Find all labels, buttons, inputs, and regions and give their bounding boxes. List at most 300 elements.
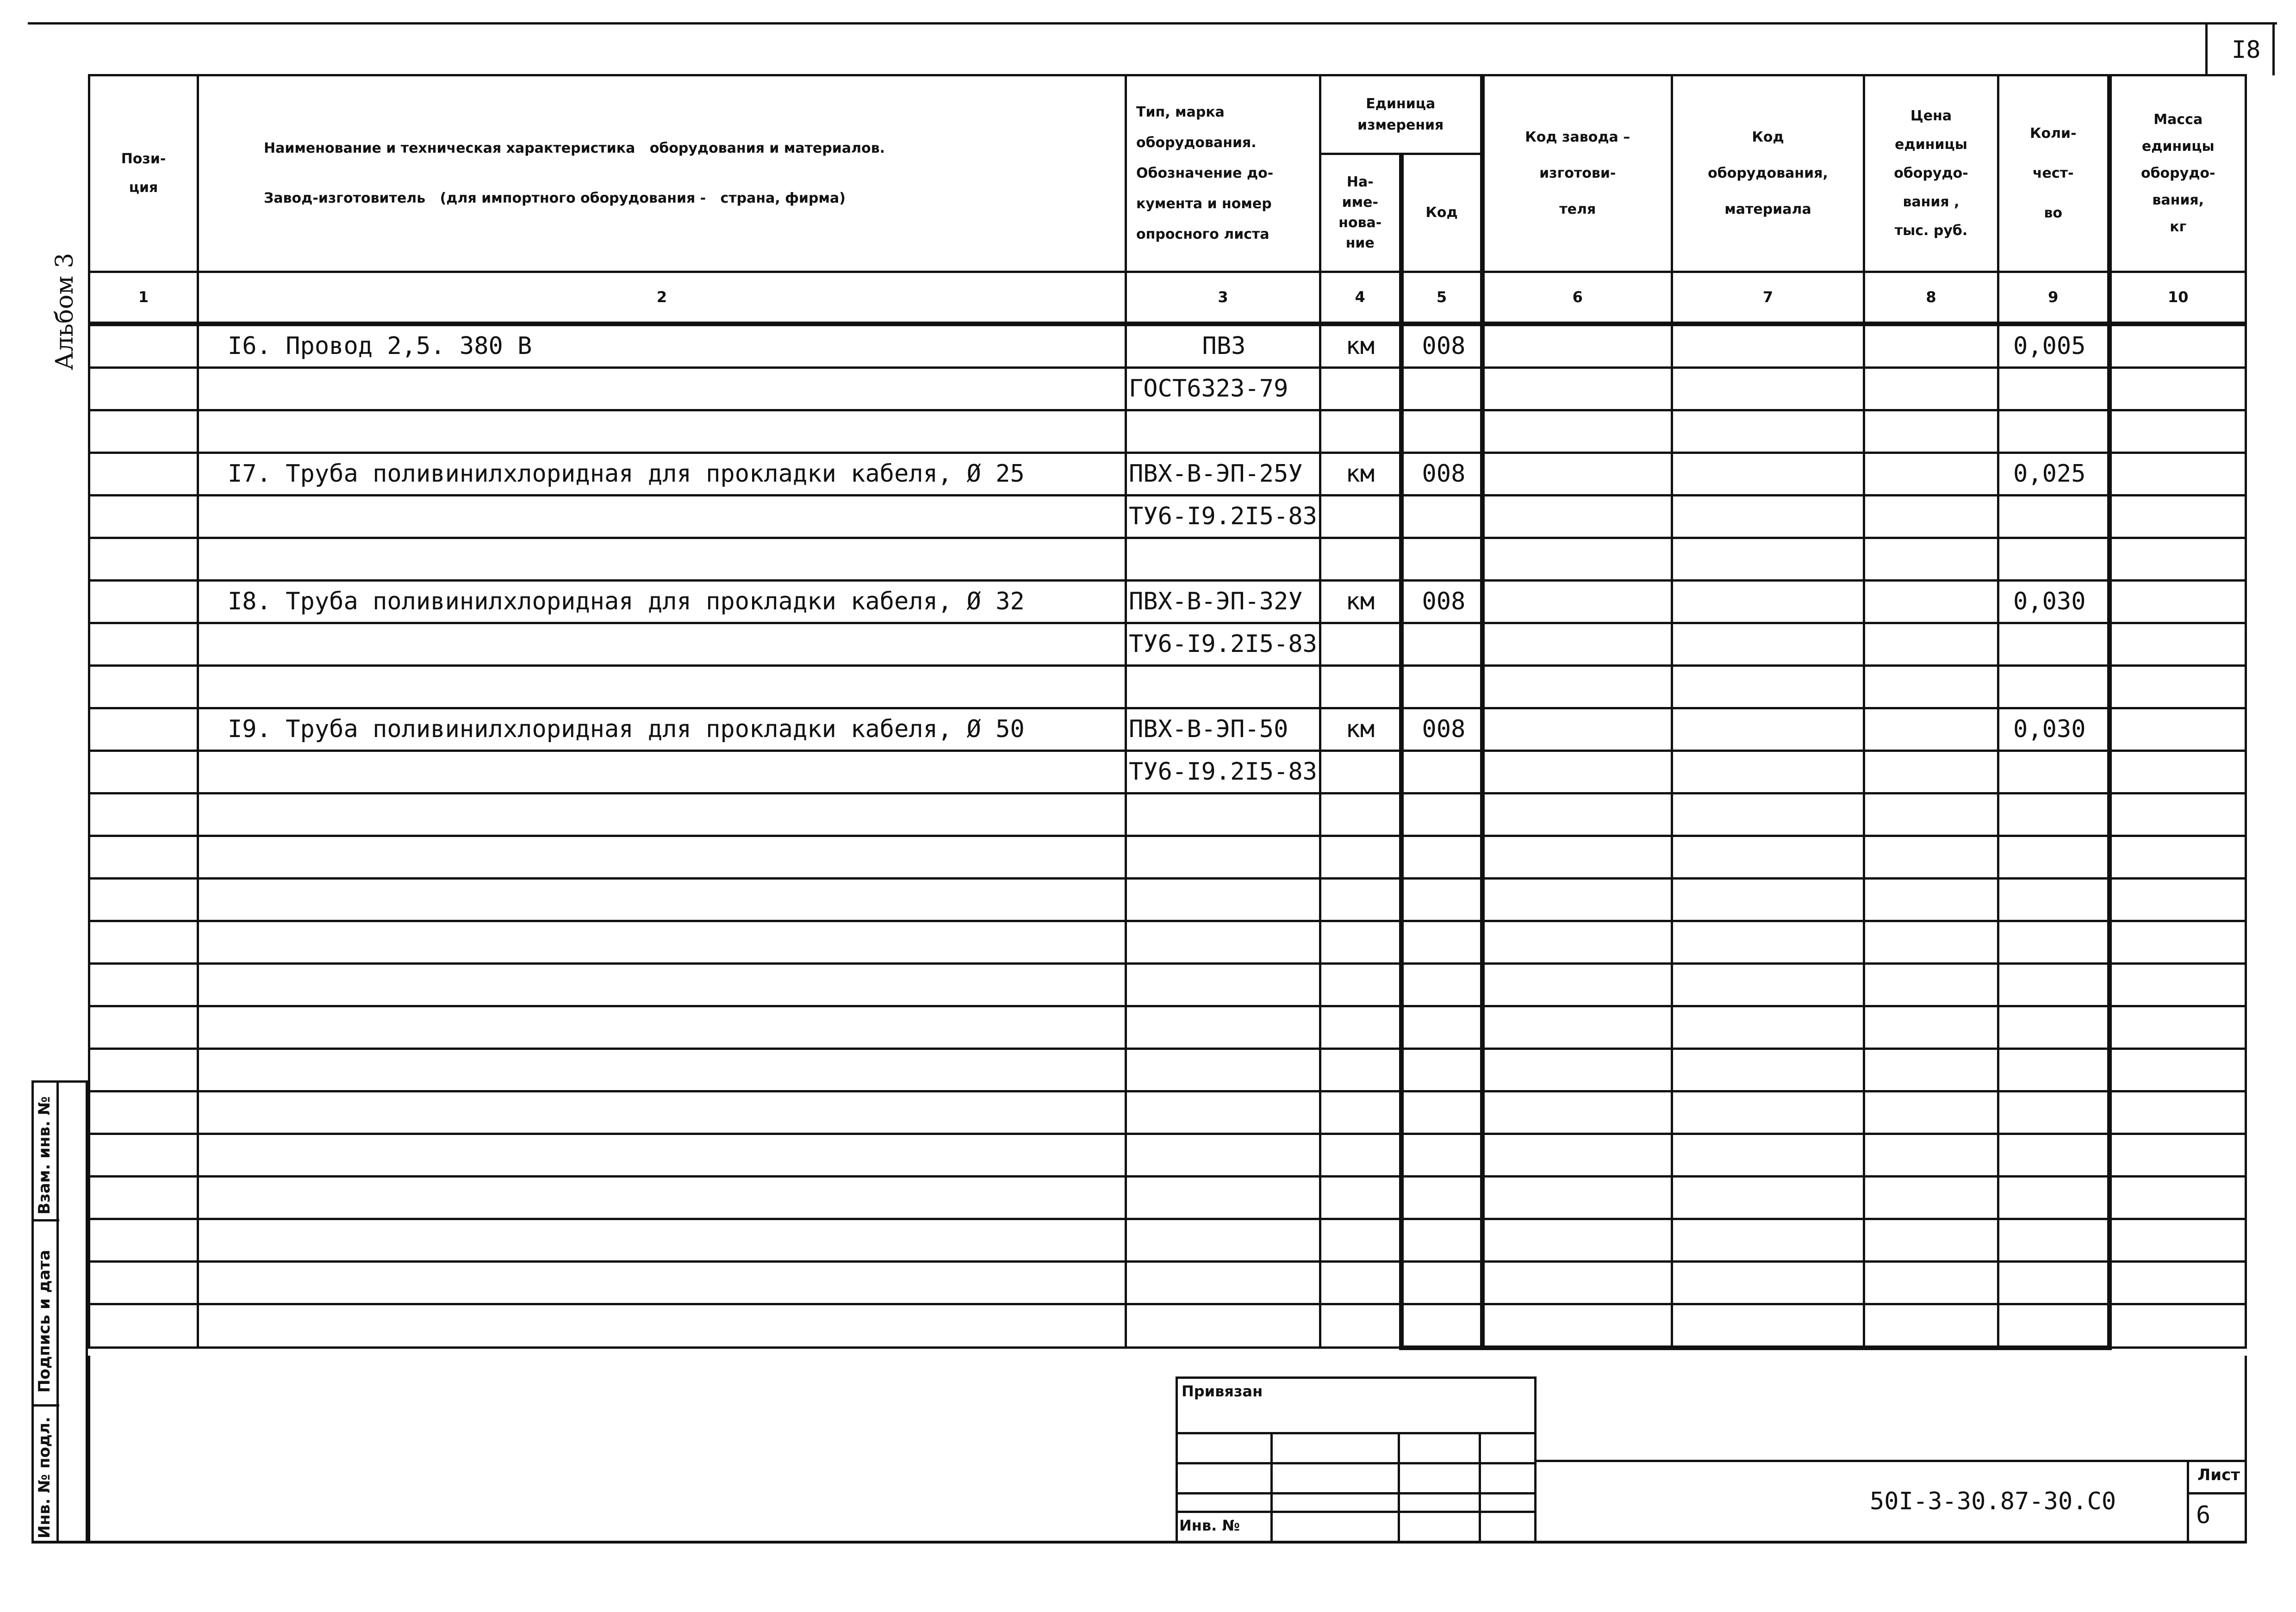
name-cell bbox=[198, 1048, 1126, 1091]
header-unit-code: Код bbox=[1401, 154, 1482, 272]
unit-code-cell bbox=[1401, 1261, 1482, 1304]
equipment-code-cell bbox=[1672, 1304, 1864, 1348]
unit-code-cell bbox=[1401, 1091, 1482, 1134]
position-cell bbox=[89, 963, 198, 1006]
position-cell bbox=[89, 1091, 198, 1134]
mass-cell bbox=[2109, 793, 2246, 836]
name-cell: I6. Провод 2,5. 380 В bbox=[198, 324, 1126, 368]
unit-name-cell: км bbox=[1320, 324, 1401, 368]
table-row bbox=[89, 1176, 2246, 1219]
binding-col-line-2 bbox=[1398, 1432, 1400, 1543]
unit-name-cell bbox=[1320, 1048, 1401, 1091]
colnum-5: 5 bbox=[1401, 272, 1482, 324]
mass-cell bbox=[2109, 495, 2246, 538]
mass-cell bbox=[2109, 538, 2246, 580]
price-cell bbox=[1864, 1219, 1998, 1261]
name-cell bbox=[198, 665, 1126, 708]
type-cell: ГОСТ6323-79 bbox=[1126, 367, 1320, 410]
quantity-cell bbox=[1998, 495, 2109, 538]
equipment-code-cell bbox=[1672, 538, 1864, 580]
name-cell bbox=[198, 750, 1126, 793]
mass-cell bbox=[2109, 1176, 2246, 1219]
document-code: 50I-3-30.87-30.C0 bbox=[1870, 1488, 2116, 1515]
equipment-code-cell bbox=[1672, 580, 1864, 623]
manufacturer-code-cell bbox=[1482, 963, 1672, 1006]
price-cell bbox=[1864, 1091, 1998, 1134]
quantity-cell bbox=[1998, 538, 2109, 580]
header-mass: Масса единицы оборудо- вания, кг bbox=[2109, 75, 2246, 272]
equipment-code-cell bbox=[1672, 1048, 1864, 1091]
equipment-code-cell bbox=[1672, 367, 1864, 410]
unit-name-cell bbox=[1320, 793, 1401, 836]
unit-name-cell bbox=[1320, 1261, 1401, 1304]
mass-cell bbox=[2109, 367, 2246, 410]
name-cell bbox=[198, 793, 1126, 836]
price-cell bbox=[1864, 836, 1998, 878]
bottom-frame-line bbox=[31, 1541, 2247, 1544]
price-cell bbox=[1864, 495, 1998, 538]
table-row bbox=[89, 1091, 2246, 1134]
unit-name-cell bbox=[1320, 963, 1401, 1006]
unit-code-cell bbox=[1401, 1219, 1482, 1261]
mass-cell bbox=[2109, 1091, 2246, 1134]
type-cell bbox=[1126, 1134, 1320, 1176]
type-cell bbox=[1126, 665, 1320, 708]
table-row bbox=[89, 367, 2246, 410]
unit-name-cell: км bbox=[1320, 708, 1401, 750]
unit-name-cell bbox=[1320, 878, 1401, 921]
table-row bbox=[89, 1134, 2246, 1176]
type-cell bbox=[1126, 1006, 1320, 1048]
position-cell bbox=[89, 1304, 198, 1348]
equipment-code-cell bbox=[1672, 623, 1864, 665]
type-cell bbox=[1126, 1304, 1320, 1348]
quantity-cell bbox=[1998, 1134, 2109, 1176]
type-cell bbox=[1126, 836, 1320, 878]
specification-table bbox=[88, 74, 2247, 1350]
table-row bbox=[89, 836, 2246, 878]
quantity-cell bbox=[1998, 1048, 2109, 1091]
name-cell: I8. Труба поливинилхлоридная для прокладки кабеля, Ø 32 bbox=[198, 580, 1126, 623]
unit-name-cell bbox=[1320, 665, 1401, 708]
unit-code-cell: 008 bbox=[1401, 580, 1482, 623]
position-cell bbox=[89, 921, 198, 963]
unit-name-cell bbox=[1320, 750, 1401, 793]
position-cell bbox=[89, 1048, 198, 1091]
equipment-code-cell bbox=[1672, 878, 1864, 921]
price-cell bbox=[1864, 367, 1998, 410]
unit-code-cell: 008 bbox=[1401, 453, 1482, 495]
position-cell bbox=[89, 580, 198, 623]
price-cell bbox=[1864, 1134, 1998, 1176]
colnum-1: 1 bbox=[89, 272, 198, 324]
type-cell: ПВХ-В-ЭП-50 bbox=[1126, 708, 1320, 750]
header-position: Пози- ция bbox=[89, 75, 198, 272]
mass-cell bbox=[2109, 665, 2246, 708]
equipment-code-cell bbox=[1672, 453, 1864, 495]
equipment-code-cell bbox=[1672, 1091, 1864, 1134]
unit-name-cell: км bbox=[1320, 580, 1401, 623]
colnum-10: 10 bbox=[2109, 272, 2246, 324]
mass-cell bbox=[2109, 324, 2246, 368]
position-cell bbox=[89, 836, 198, 878]
quantity-cell: 0,030 bbox=[1998, 708, 2109, 750]
colnum-7: 7 bbox=[1672, 272, 1864, 324]
unit-name-cell bbox=[1320, 1304, 1401, 1348]
position-cell bbox=[89, 665, 198, 708]
side-stamp-divider-2 bbox=[31, 1404, 59, 1407]
quantity-cell: 0,005 bbox=[1998, 324, 2109, 368]
name-cell bbox=[198, 538, 1126, 580]
price-cell bbox=[1864, 1261, 1998, 1304]
price-cell bbox=[1864, 963, 1998, 1006]
quantity-cell bbox=[1998, 878, 2109, 921]
unit-code-cell bbox=[1401, 1134, 1482, 1176]
equipment-code-cell bbox=[1672, 1219, 1864, 1261]
unit-name-cell bbox=[1320, 1176, 1401, 1219]
price-cell bbox=[1864, 921, 1998, 963]
name-cell bbox=[198, 1006, 1126, 1048]
type-cell: ПВХ-В-ЭП-32У bbox=[1126, 580, 1320, 623]
price-cell bbox=[1864, 324, 1998, 368]
price-cell bbox=[1864, 1304, 1998, 1348]
side-stamp-divider-1 bbox=[31, 1219, 59, 1221]
price-cell bbox=[1864, 750, 1998, 793]
binding-row-line-4 bbox=[1176, 1511, 1537, 1513]
quantity-cell bbox=[1998, 1219, 2109, 1261]
unit-code-cell bbox=[1401, 963, 1482, 1006]
type-cell: ПВХ-В-ЭП-25У bbox=[1126, 453, 1320, 495]
type-cell bbox=[1126, 1176, 1320, 1219]
unit-name-cell bbox=[1320, 1134, 1401, 1176]
binding-label: Привязан bbox=[1182, 1383, 1263, 1400]
table-row bbox=[89, 1048, 2246, 1091]
table-row bbox=[89, 750, 2246, 793]
unit-name-cell bbox=[1320, 410, 1401, 453]
unit-code-cell bbox=[1401, 1048, 1482, 1091]
specification-body bbox=[89, 324, 2246, 1348]
album-label: Альбом 3 bbox=[51, 253, 79, 370]
table-row bbox=[89, 1219, 2246, 1261]
equipment-code-cell bbox=[1672, 1261, 1864, 1304]
manufacturer-code-cell bbox=[1482, 324, 1672, 368]
quantity-cell bbox=[1998, 793, 2109, 836]
name-cell bbox=[198, 495, 1126, 538]
type-cell bbox=[1126, 878, 1320, 921]
name-cell: I9. Труба поливинилхлоридная для прокладки кабеля, Ø 50 bbox=[198, 708, 1126, 750]
price-cell bbox=[1864, 665, 1998, 708]
colnum-2: 2 bbox=[198, 272, 1126, 324]
manufacturer-code-cell bbox=[1482, 665, 1672, 708]
unit-name-cell bbox=[1320, 495, 1401, 538]
unit-code-cell bbox=[1401, 665, 1482, 708]
title-block-top-line bbox=[1537, 1460, 2247, 1462]
equipment-code-cell bbox=[1672, 1006, 1864, 1048]
unit-code-cell bbox=[1401, 878, 1482, 921]
colnum-8: 8 bbox=[1864, 272, 1998, 324]
table-row bbox=[89, 410, 2246, 453]
side-stamp-divider-vertical bbox=[56, 1080, 59, 1543]
quantity-cell bbox=[1998, 1091, 2109, 1134]
quantity-cell bbox=[1998, 665, 2109, 708]
type-cell: ПВ3 bbox=[1126, 324, 1320, 368]
mass-cell bbox=[2109, 623, 2246, 665]
manufacturer-code-cell bbox=[1482, 1176, 1672, 1219]
position-cell bbox=[89, 1176, 198, 1219]
manufacturer-code-cell bbox=[1482, 793, 1672, 836]
quantity-cell bbox=[1998, 1304, 2109, 1348]
mass-cell bbox=[2109, 1219, 2246, 1261]
position-cell bbox=[89, 793, 198, 836]
unit-code-cell bbox=[1401, 750, 1482, 793]
binding-row-line-2 bbox=[1176, 1462, 1537, 1464]
manufacturer-code-cell bbox=[1482, 410, 1672, 453]
table-row bbox=[89, 495, 2246, 538]
colnum-3: 3 bbox=[1126, 272, 1320, 324]
name-cell bbox=[198, 1134, 1126, 1176]
unit-code-cell bbox=[1401, 1304, 1482, 1348]
unit-name-cell: км bbox=[1320, 453, 1401, 495]
table-row bbox=[89, 453, 2246, 495]
name-cell bbox=[198, 1304, 1126, 1348]
equipment-code-cell bbox=[1672, 324, 1864, 368]
manufacturer-code-cell bbox=[1482, 1048, 1672, 1091]
position-cell bbox=[89, 878, 198, 921]
binding-row-line-1 bbox=[1176, 1432, 1537, 1434]
type-cell bbox=[1126, 921, 1320, 963]
header-quantity: Коли- чест- во bbox=[1998, 75, 2109, 272]
quantity-cell bbox=[1998, 963, 2109, 1006]
colnum-6: 6 bbox=[1482, 272, 1672, 324]
manufacturer-code-cell bbox=[1482, 1006, 1672, 1048]
unit-code-cell bbox=[1401, 836, 1482, 878]
unit-name-cell bbox=[1320, 836, 1401, 878]
table-row bbox=[89, 708, 2246, 750]
unit-code-cell bbox=[1401, 495, 1482, 538]
table-row bbox=[89, 1261, 2246, 1304]
mass-cell bbox=[2109, 921, 2246, 963]
name-cell bbox=[198, 367, 1126, 410]
unit-code-cell bbox=[1401, 1176, 1482, 1219]
unit-code-cell bbox=[1401, 1006, 1482, 1048]
equipment-code-cell bbox=[1672, 1176, 1864, 1219]
price-cell bbox=[1864, 878, 1998, 921]
header-manufacturer-code: Код завода – изготови- теля bbox=[1482, 75, 1672, 272]
table-row bbox=[89, 665, 2246, 708]
unit-code-cell bbox=[1401, 623, 1482, 665]
list-box-left bbox=[2187, 1460, 2189, 1543]
equipment-code-cell bbox=[1672, 921, 1864, 963]
price-cell bbox=[1864, 1176, 1998, 1219]
quantity-cell bbox=[1998, 921, 2109, 963]
manufacturer-code-cell bbox=[1482, 580, 1672, 623]
manufacturer-code-cell bbox=[1482, 1134, 1672, 1176]
colnum-9: 9 bbox=[1998, 272, 2109, 324]
binding-col-line-1 bbox=[1270, 1432, 1273, 1543]
column-numbers-row bbox=[89, 272, 2246, 324]
name-cell bbox=[198, 921, 1126, 963]
type-cell: ТУ6-I9.2I5-83 bbox=[1126, 495, 1320, 538]
mass-cell bbox=[2109, 410, 2246, 453]
name-cell bbox=[198, 1261, 1126, 1304]
unit-name-cell bbox=[1320, 1219, 1401, 1261]
name-cell: I7. Труба поливинилхлоридная для прокладки кабеля, Ø 25 bbox=[198, 453, 1126, 495]
unit-code-cell bbox=[1401, 921, 1482, 963]
unit-name-cell bbox=[1320, 623, 1401, 665]
table-row bbox=[89, 580, 2246, 623]
manufacturer-code-cell bbox=[1482, 538, 1672, 580]
position-cell bbox=[89, 1261, 198, 1304]
unit-code-cell bbox=[1401, 367, 1482, 410]
type-cell bbox=[1126, 1091, 1320, 1134]
quantity-cell bbox=[1998, 1261, 2109, 1304]
equipment-code-cell bbox=[1672, 1134, 1864, 1176]
type-cell bbox=[1126, 793, 1320, 836]
header-row bbox=[89, 75, 2246, 154]
mass-cell bbox=[2109, 1048, 2246, 1091]
quantity-cell bbox=[1998, 1006, 2109, 1048]
list-number: 6 bbox=[2196, 1501, 2211, 1529]
type-cell bbox=[1126, 538, 1320, 580]
type-cell bbox=[1126, 1048, 1320, 1091]
list-label: Лист bbox=[2197, 1466, 2240, 1484]
quantity-cell bbox=[1998, 1176, 2109, 1219]
unit-name-cell bbox=[1320, 921, 1401, 963]
unit-name-cell bbox=[1320, 367, 1401, 410]
colnum-4: 4 bbox=[1320, 272, 1401, 324]
list-box-mid bbox=[2187, 1492, 2247, 1494]
quantity-cell: 0,025 bbox=[1998, 453, 2109, 495]
equipment-code-cell bbox=[1672, 963, 1864, 1006]
quantity-cell bbox=[1998, 750, 2109, 793]
mass-cell bbox=[2109, 1261, 2246, 1304]
type-cell bbox=[1126, 1219, 1320, 1261]
mass-cell bbox=[2109, 1304, 2246, 1348]
unit-code-cell bbox=[1401, 538, 1482, 580]
mass-cell bbox=[2109, 1134, 2246, 1176]
manufacturer-code-cell bbox=[1482, 367, 1672, 410]
price-cell bbox=[1864, 580, 1998, 623]
inventory-number-label: Инв. № bbox=[1179, 1517, 1240, 1534]
quantity-cell bbox=[1998, 367, 2109, 410]
name-cell bbox=[198, 623, 1126, 665]
table-row bbox=[89, 1006, 2246, 1048]
table-row bbox=[89, 793, 2246, 836]
table-row bbox=[89, 538, 2246, 580]
price-cell bbox=[1864, 410, 1998, 453]
price-cell bbox=[1864, 1048, 1998, 1091]
equipment-code-cell bbox=[1672, 708, 1864, 750]
mass-cell bbox=[2109, 453, 2246, 495]
quantity-cell bbox=[1998, 410, 2109, 453]
manufacturer-code-cell bbox=[1482, 708, 1672, 750]
position-cell bbox=[89, 538, 198, 580]
name-cell bbox=[198, 878, 1126, 921]
manufacturer-code-cell bbox=[1482, 836, 1672, 878]
equipment-code-cell bbox=[1672, 836, 1864, 878]
mass-cell bbox=[2109, 963, 2246, 1006]
position-cell bbox=[89, 410, 198, 453]
price-cell bbox=[1864, 453, 1998, 495]
unit-code-cell bbox=[1401, 793, 1482, 836]
quantity-cell bbox=[1998, 623, 2109, 665]
equipment-code-cell bbox=[1672, 750, 1864, 793]
unit-code-cell: 008 bbox=[1401, 708, 1482, 750]
price-cell bbox=[1864, 793, 1998, 836]
price-cell bbox=[1864, 1006, 1998, 1048]
mass-cell bbox=[2109, 1006, 2246, 1048]
table-row bbox=[89, 324, 2246, 368]
table-row bbox=[89, 878, 2246, 921]
type-cell bbox=[1126, 410, 1320, 453]
manufacturer-code-cell bbox=[1482, 1261, 1672, 1304]
manufacturer-code-cell bbox=[1482, 623, 1672, 665]
type-cell: ТУ6-I9.2I5-83 bbox=[1126, 750, 1320, 793]
name-cell bbox=[198, 963, 1126, 1006]
position-cell bbox=[89, 367, 198, 410]
sheet-number-box bbox=[2205, 22, 2275, 75]
type-cell bbox=[1126, 963, 1320, 1006]
unit-code-cell bbox=[1401, 410, 1482, 453]
mass-cell bbox=[2109, 580, 2246, 623]
quantity-cell bbox=[1998, 836, 2109, 878]
type-cell bbox=[1126, 1261, 1320, 1304]
price-cell bbox=[1864, 538, 1998, 580]
unit-name-cell bbox=[1320, 538, 1401, 580]
price-cell bbox=[1864, 623, 1998, 665]
manufacturer-code-cell bbox=[1482, 878, 1672, 921]
bottom-frame-left bbox=[88, 1356, 90, 1543]
sheet-number-top: I8 bbox=[2232, 36, 2261, 64]
header-equipment-code: Код оборудования, материала bbox=[1672, 75, 1864, 272]
header-unit-name: На- име- нова- ние bbox=[1320, 154, 1401, 272]
manufacturer-code-cell bbox=[1482, 921, 1672, 963]
name-cell bbox=[198, 1176, 1126, 1219]
table-row bbox=[89, 921, 2246, 963]
position-cell bbox=[89, 1219, 198, 1261]
mass-cell bbox=[2109, 878, 2246, 921]
top-border-line bbox=[28, 22, 2277, 25]
bottom-frame-right bbox=[2245, 1356, 2247, 1543]
header-type: Тип, марка оборудования. Обозначение до- кумента и номер опросного листа bbox=[1126, 75, 1320, 272]
equipment-code-cell bbox=[1672, 665, 1864, 708]
header-name: Наименование и техническая характеристика оборудования и материалов. Завод-изготовитель (для импортного оборудования - страна, фирма) bbox=[198, 75, 1126, 272]
position-cell bbox=[89, 623, 198, 665]
manufacturer-code-cell bbox=[1482, 1304, 1672, 1348]
name-cell bbox=[198, 1219, 1126, 1261]
header-price: Цена единицы оборудо- вания , тыс. руб. bbox=[1864, 75, 1998, 272]
type-cell: ТУ6-I9.2I5-83 bbox=[1126, 623, 1320, 665]
position-cell bbox=[89, 324, 198, 368]
unit-name-cell bbox=[1320, 1006, 1401, 1048]
manufacturer-code-cell bbox=[1482, 495, 1672, 538]
mass-cell bbox=[2109, 708, 2246, 750]
position-cell bbox=[89, 750, 198, 793]
position-cell bbox=[89, 1006, 198, 1048]
manufacturer-code-cell bbox=[1482, 750, 1672, 793]
price-cell bbox=[1864, 708, 1998, 750]
manufacturer-code-cell bbox=[1482, 1219, 1672, 1261]
position-cell bbox=[89, 708, 198, 750]
table-row bbox=[89, 1304, 2246, 1348]
table-row bbox=[89, 623, 2246, 665]
manufacturer-code-cell bbox=[1482, 1091, 1672, 1134]
header-unit-group: Единица измерения bbox=[1320, 75, 1482, 154]
binding-row-line-3 bbox=[1176, 1492, 1537, 1494]
side-stamp-inv-podl: Инв. № подл. bbox=[35, 1416, 54, 1538]
manufacturer-code-cell bbox=[1482, 453, 1672, 495]
equipment-code-cell bbox=[1672, 793, 1864, 836]
